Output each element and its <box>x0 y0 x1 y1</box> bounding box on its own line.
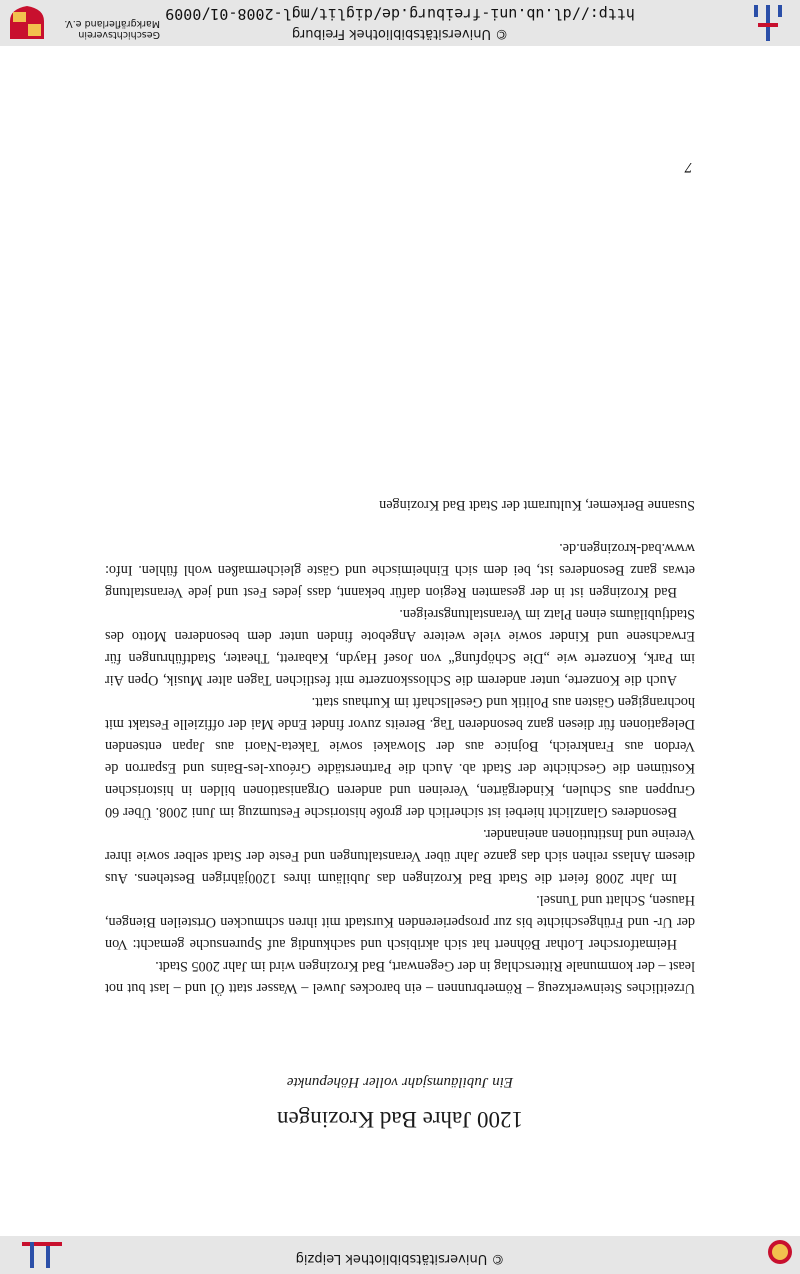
header-copyright: © Universitätsbibliothek Leipzig <box>295 1251 505 1266</box>
paragraph: Urzeitliches Steinwerkzeug – Römerbrunnen – ein barockes Juwel – Wasser statt Öl und – last but not least – der kommunale Ritterschlag in der Gegenwart, Bad Krozingen wird im Jahr 2005 Stadt. <box>105 958 695 996</box>
page-title: 1200 Jahre Bad Krozingen <box>277 1107 523 1132</box>
partner-name: Geschichtsverein Markgräflerland e.V. <box>64 18 160 40</box>
article-body <box>105 537 695 999</box>
footer-copyright: © Universitätsbibliothek Freiburg <box>291 26 509 41</box>
coat-of-arms-icon <box>8 5 46 41</box>
author-line: Susanne Berkemer, Kulturamt der Stadt Bad Krozingen <box>379 497 695 513</box>
header-strip <box>0 1236 800 1274</box>
footer-url[interactable]: http://dl.ub.uni-freiburg.de/diglit/mgl-2008-01/0009 <box>165 5 635 23</box>
library-logo-icon <box>10 1240 70 1270</box>
page-subtitle: Ein Jubiläumsjahr voller Höhepunkte <box>286 1074 514 1090</box>
paragraph: Im Jahr 2008 feiert die Stadt Bad Krozingen das Jubiläum ihres 1200jährigen Bestehens. Aus diesem Anlass reihen sich das ganze Jahr über Veranstaltungen und Feste der Stadt selber sowie ihrer Vereine und Institutionen aneinander. <box>105 826 695 886</box>
paragraph: Bad Krozingen ist in der gesamten Region dafür bekannt, dass jedes Fest und jede Veranstaltung etwas ganz Besonderes ist, bei dem sich Einheimische und Gäste gleichermaßen wohl fühlen. Info: www.bad-krozingen.de. <box>105 540 695 600</box>
paragraph: Heimatforscher Lothar Böhnert hat sich akribisch und sachkundig auf Spurensuche gemacht: Von der Ur- und Frühgeschichte bis zur prosperierenden Kurstadt mit ihren schmucken Ortsteilen Biengen, Hausen, Schlatt und Tunsel. <box>105 892 695 952</box>
paragraph: Auch die Konzerte, unter anderem die Schlosskonzerte mit festlichen Tagen alter Musik, Open Air im Park, Konzerte wie „Die Schöpfung“ von Josef Haydn, Kabarett, Theater, Stadtführungen für Erwachsene und Kinder sowie viele weitere Angebote finden unter dem besonderen Motto des Stadtjubiläums einen Platz im Veranstaltungsreigen. <box>105 606 695 688</box>
paragraph: Besonderes Glanzlicht hierbei ist sicherlich der große historische Festumzug im Juni 2008. Über 60 Gruppen aus Schulen, Kindergärten, Vereinen und anderen Organisationen bilden in historischen Kostümen die Geschichte der Stadt ab. Auch die Partnerstädte Gréoux-les-Bains und Esparron de Verdon aus Frankreich, Bojnice aus der Slowakei sowie Taketa-Naori aus Japan entsenden Delegationen für diesen ganz besonderen Tag. Bereits zuvor findet Ende Mai der offizielle Festakt mit hochrangigen Gästen aus Politik und Gesellschaft im Kurhaus statt. <box>105 694 695 820</box>
footer-bar <box>0 0 800 46</box>
article <box>105 496 695 1154</box>
page-number: 7 <box>685 159 693 175</box>
